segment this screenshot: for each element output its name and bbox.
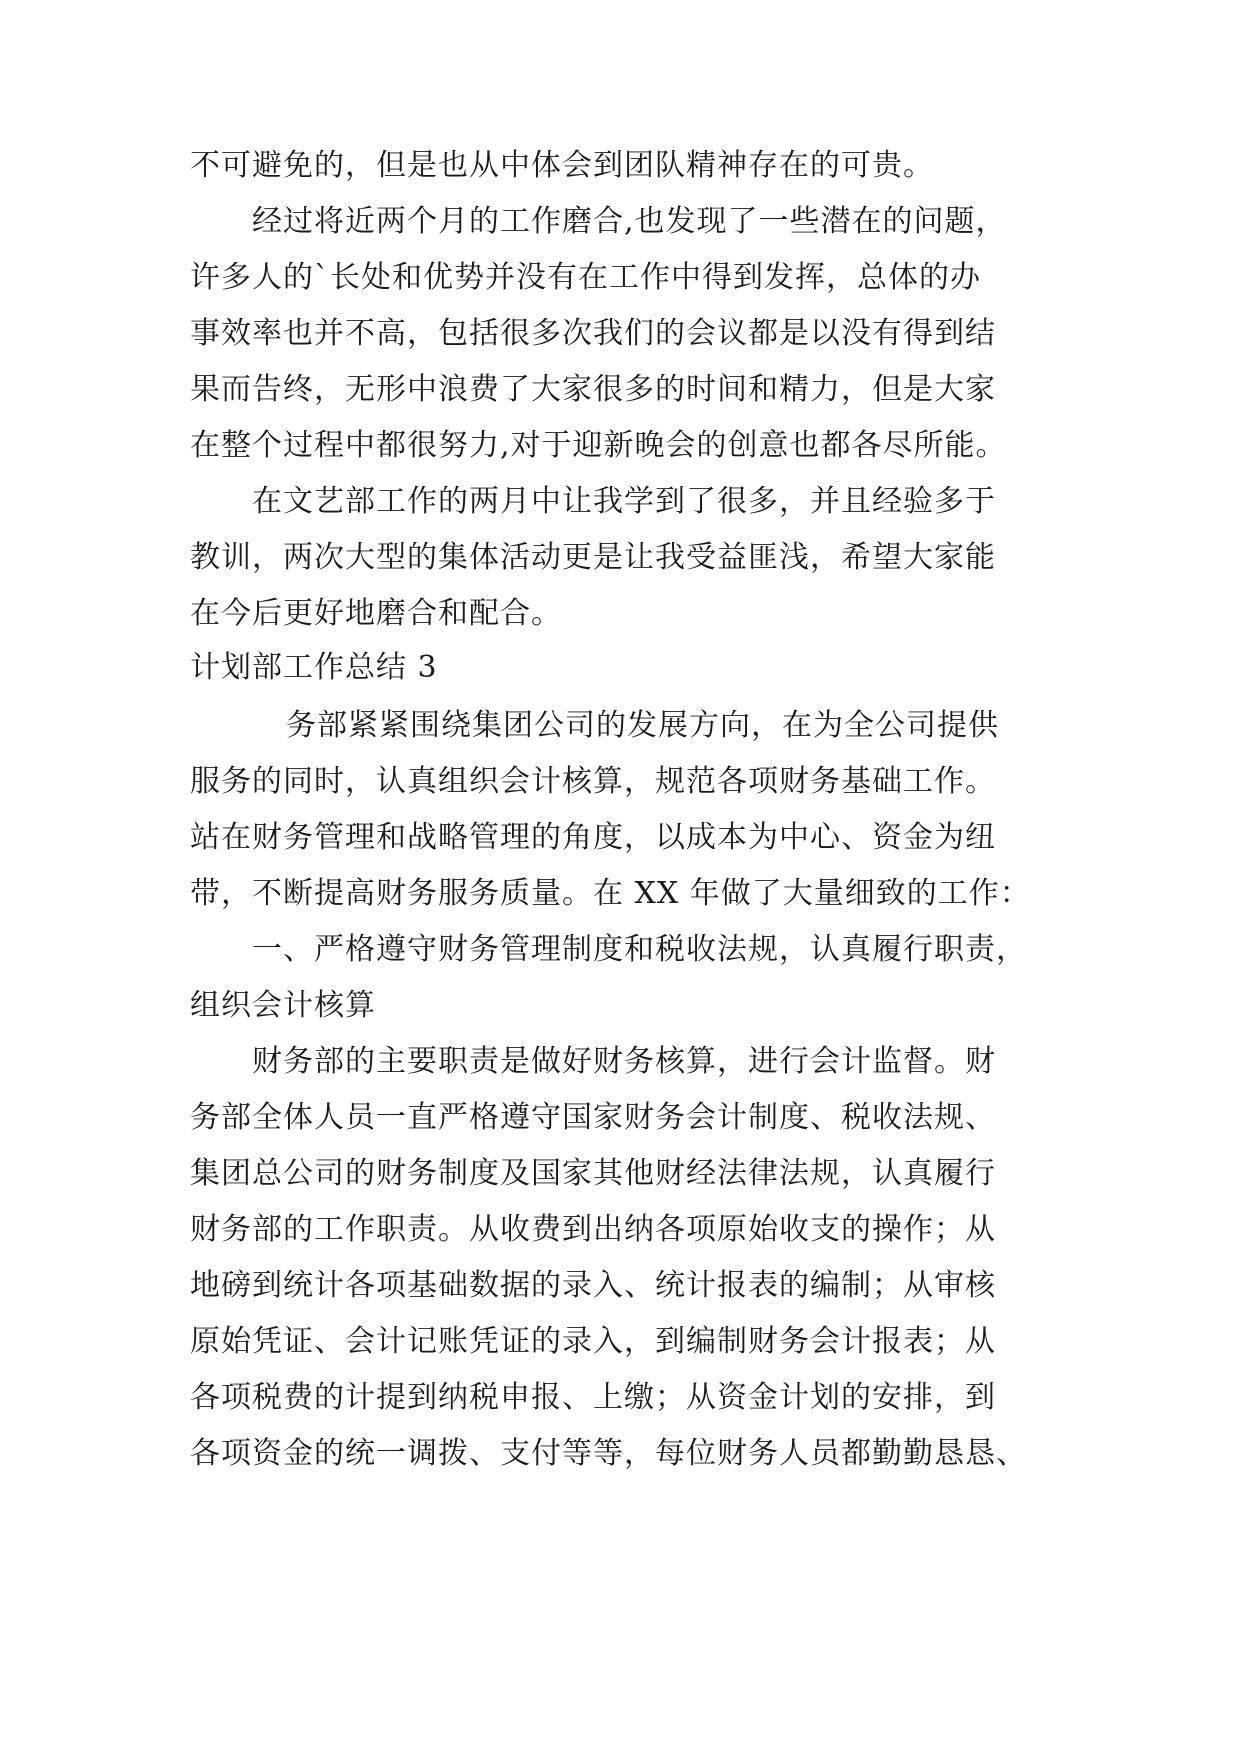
text-line: 服务的同时，认真组织会计核算，规范各项财务基础工作。: [190, 764, 996, 799]
text-line: 不可避免的，但是也从中体会到团队精神存在的可贵。: [190, 148, 934, 183]
text-line: 一、严格遵守财务管理制度和税收法规，认真履行职责，: [252, 932, 1027, 967]
text-line: 在文艺部工作的两月中让我学到了很多，并且经验多于: [252, 484, 996, 519]
text-line: 财务部的主要职责是做好财务核算，进行会计监督。财: [252, 1044, 996, 1079]
text-line: 站在财务管理和战略管理的角度，以成本为中心、资金为纽: [190, 820, 996, 855]
text-line: 地磅到统计各项基础数据的录入、统计报表的编制；从审核: [190, 1268, 996, 1303]
text-line: 在今后更好地磨合和配合。: [190, 596, 562, 631]
section-heading: 计划部工作总结 3: [190, 650, 438, 685]
text-line: 经过将近两个月的工作磨合,也发现了一些潜在的问题，: [252, 204, 1007, 239]
text-line: 集团总公司的财务制度及国家其他财经法律法规，认真履行: [190, 1156, 996, 1191]
text-line: 各项税费的计提到纳税申报、上缴；从资金计划的安排，到: [190, 1380, 996, 1415]
text-line: 务部全体人员一直严格遵守国家财务会计制度、税收法规、: [190, 1100, 996, 1135]
text-line: 教训，两次大型的集体活动更是让我受益匪浅，希望大家能: [190, 540, 996, 575]
text-line: 务部紧紧围绕集团公司的发展方向，在为全公司提供: [286, 708, 999, 743]
text-line: 果而告终，无形中浪费了大家很多的时间和精力，但是大家: [190, 372, 996, 407]
text-line: 在整个过程中都很努力,对于迎新晚会的创意也都各尽所能。: [190, 428, 1007, 463]
text-line: 各项资金的统一调拨、支付等等，每位财务人员都勤勤恳恳、: [190, 1436, 1027, 1471]
text-line: 原始凭证、会计记账凭证的录入，到编制财务会计报表；从: [190, 1324, 996, 1359]
text-line: 许多人的`长处和优势并没有在工作中得到发挥，总体的办: [190, 260, 981, 295]
text-line: 事效率也并不高，包括很多次我们的会议都是以没有得到结: [190, 316, 996, 351]
text-line: 组织会计核算: [190, 988, 376, 1023]
text-line: 财务部的工作职责。从收费到出纳各项原始收支的操作；从: [190, 1212, 996, 1247]
text-line: 带，不断提高财务服务质量。在 XX 年做了大量细致的工作：: [190, 876, 1031, 911]
